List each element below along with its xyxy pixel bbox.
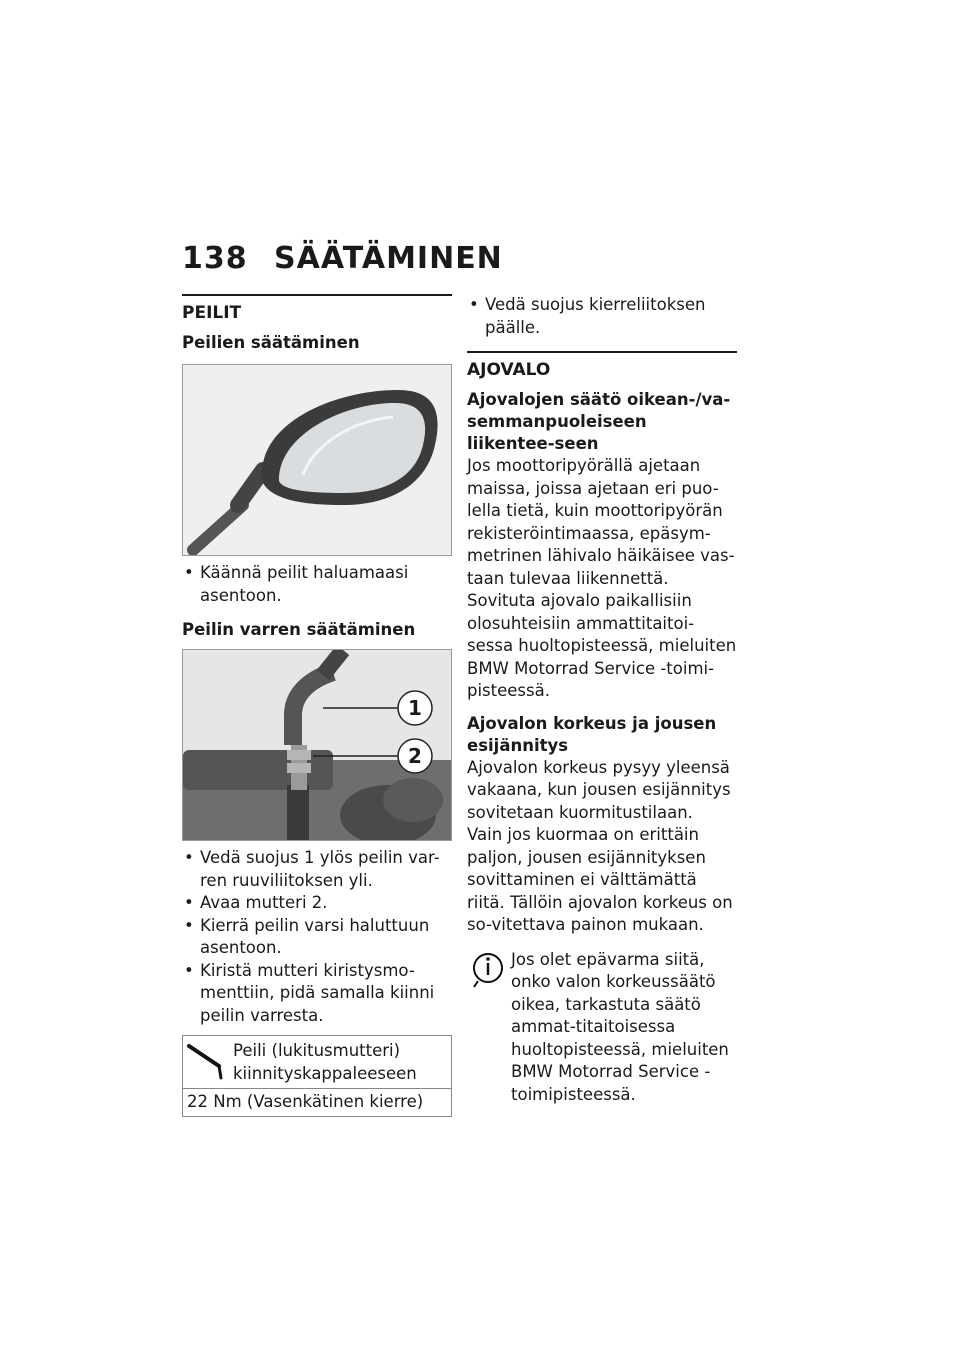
torque-label: Peili (lukitusmutteri) kiinnityskappaleeseen [233, 1041, 417, 1083]
torque-wrench-icon [183, 1036, 233, 1088]
list-item: • Avaa mutteri 2. [182, 892, 452, 915]
torque-value: 22 Nm (Vasenkätinen kierre) [187, 1092, 424, 1111]
right-column [467, 294, 737, 1106]
section-title-mirrors: PEILIT [182, 303, 242, 323]
mirror-photo [182, 364, 452, 556]
subtitle-mirror-adjust: Peilien säätäminen [182, 333, 360, 352]
mirror-arm-photo [182, 649, 452, 841]
section-title-headlight: AJOVALO [467, 360, 551, 380]
callout-1: 1 [408, 696, 422, 720]
subtitle-traffic-side: Ajovalojen säätö oikean-/va-semmanpuoleiseen liikentee-seen [467, 390, 731, 453]
list-item: • Vedä suojus 1 ylös peilin var-ren ruuviliitoksen yli. [182, 847, 452, 892]
paragraph: Ajovalon korkeus pysyy yleensä vakaana, kun jousen esijännitys sovitetaan kuormitustilaan. [467, 757, 731, 822]
note-text: Jos olet epävarma siitä, onko valon korkeussäätö oikea, tarkastuta säätö ammat-titaitoisessa huoltopisteessä, mieluiten BMW Motorrad Service -toimipisteessä. [511, 949, 729, 1104]
torque-spec-table [182, 1035, 452, 1117]
section-mirrors [182, 294, 452, 354]
list-item: • Käännä peilit haluamaasi asentoon. [182, 562, 452, 607]
list-item: • Kiristä mutteri kiristysmo-menttiin, pidä samalla kiinni peilin varresta. [182, 960, 452, 1028]
section-headlight [467, 351, 737, 381]
chapter-title: SÄÄTÄMINEN [274, 240, 503, 276]
page-number: 138 [182, 240, 248, 276]
left-column [182, 294, 452, 1117]
paragraph: Jos moottoripyörällä ajetaan maissa, joissa ajetaan eri puo-lella tietä, kuin moottoripyörän rekisteröintimaassa, epäsym-metrinen lähivalo häikäisee vas-taan tulevaa liikennettä. [467, 456, 735, 588]
subtitle-headlight-range: Ajovalon korkeus ja jousen esijännitys [467, 713, 717, 755]
mirror-bullet-list [182, 562, 452, 607]
paragraph: Sovituta ajovalo paikallisiin olosuhteisiin ammattitaitoi-sessa huoltopisteessä, mieluiten BMW Motorrad Service -toimi-pisteessä. [467, 591, 737, 700]
paragraph: Vain jos kuormaa on erittäin paljon, jousen esijännityksen sovittaminen ei välttämättä riitä. Tällöin ajovalon korkeus on so-vitettava painon mukaan. [467, 825, 733, 934]
subtitle-arm-adjust: Peilin varren säätäminen [182, 620, 416, 639]
list-item: • Kierrä peilin varsi haluttuun asentoon. [182, 915, 452, 960]
info-icon [469, 951, 507, 989]
list-item: • Vedä suojus kierreliitoksen päälle. [467, 294, 737, 339]
page-header [182, 238, 503, 278]
info-note [467, 949, 737, 1107]
cover-bullet-list [467, 294, 737, 339]
callout-2: 2 [408, 744, 422, 768]
mirror-illustration [183, 365, 451, 555]
arm-bullet-list [182, 847, 452, 1027]
